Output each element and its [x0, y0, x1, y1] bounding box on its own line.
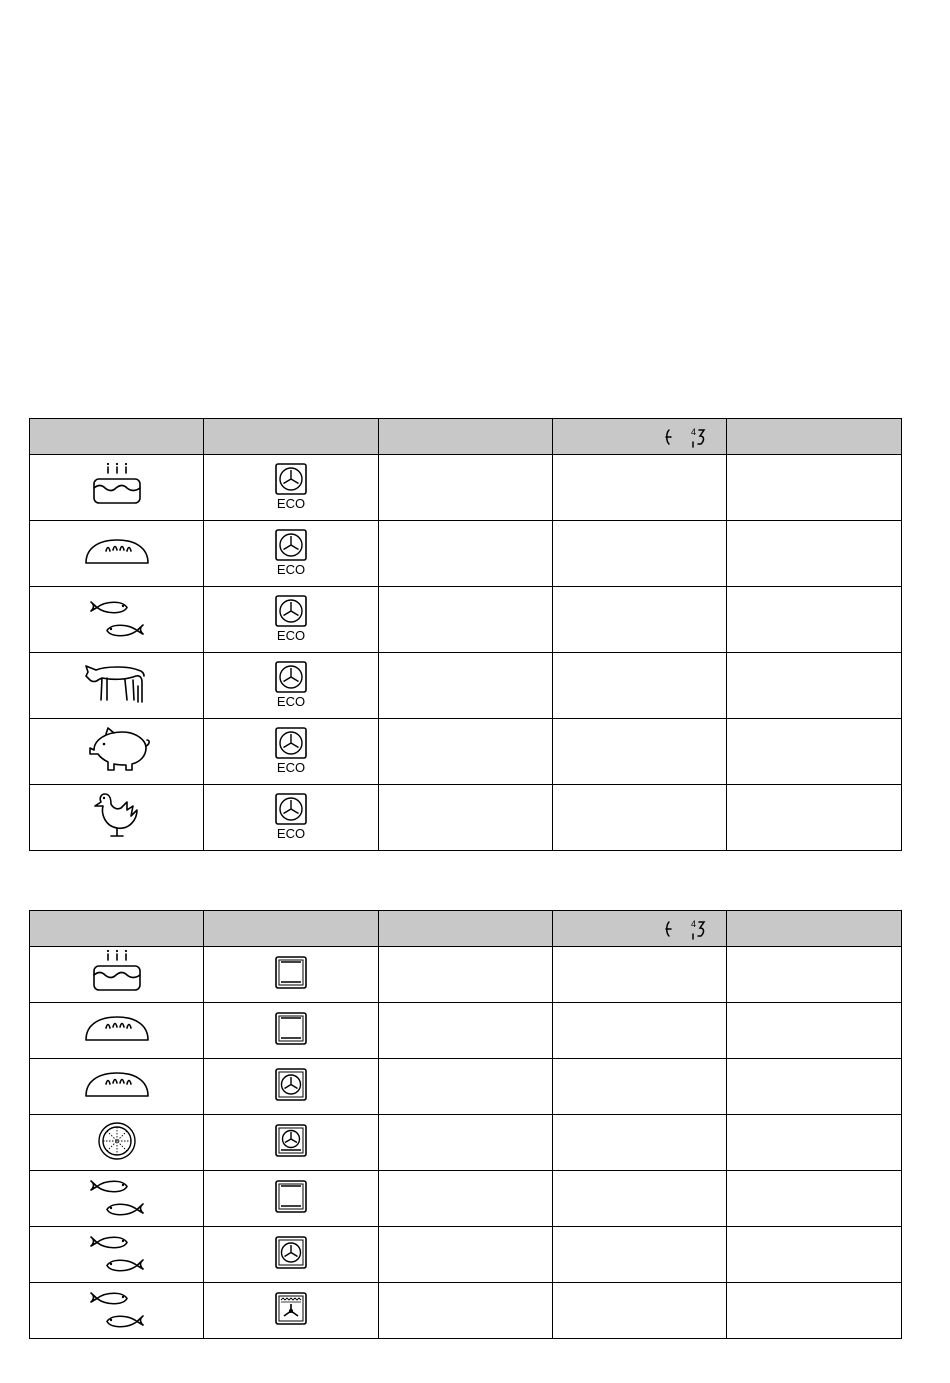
svg-text:4: 4 [690, 919, 696, 929]
table-cell [30, 719, 204, 785]
header-cell [379, 911, 553, 947]
table-cell [727, 1003, 902, 1059]
cake-icon [85, 948, 149, 998]
table-cell [379, 719, 553, 785]
svg-text:4: 4 [690, 427, 696, 437]
table-row [30, 455, 902, 521]
table-cell [553, 1059, 727, 1115]
table-cell [727, 455, 902, 521]
table-cell [204, 1003, 379, 1059]
table-cell [553, 785, 727, 851]
table-cell [727, 653, 902, 719]
table-cell [204, 1227, 379, 1283]
table-cell [204, 587, 379, 653]
table-cell [204, 719, 379, 785]
header-cell [30, 911, 204, 947]
beef-icon [82, 662, 152, 706]
table-cell [727, 947, 902, 1003]
timer-icon [663, 426, 709, 451]
fan-eco-icon [273, 594, 309, 642]
conventional-icon [274, 1179, 308, 1215]
fan-eco-icon [273, 726, 309, 774]
poultry-icon [87, 790, 147, 842]
fan-eco-icon [273, 792, 309, 840]
table-cell [30, 1003, 204, 1059]
header-cell [553, 419, 727, 455]
table-cell [379, 455, 553, 521]
table-cell [379, 785, 553, 851]
fan-icon [274, 1235, 308, 1271]
svg-text:ECO: ECO [276, 628, 306, 642]
table-cell [204, 1059, 379, 1115]
fish-icon [87, 1287, 147, 1331]
table-cell [727, 1059, 902, 1115]
table-cell [30, 455, 204, 521]
table-cell [30, 521, 204, 587]
table-header-row [30, 419, 902, 455]
fish-icon [87, 1175, 147, 1219]
table-row [30, 1003, 902, 1059]
table-cell [553, 1283, 727, 1339]
table-cell [379, 587, 553, 653]
table-cell [204, 521, 379, 587]
bread-icon [82, 1012, 152, 1046]
table-cell [30, 947, 204, 1003]
table-cell [727, 587, 902, 653]
standard-cooking-table [29, 910, 902, 1339]
table-cell [30, 1283, 204, 1339]
pork-icon [82, 726, 152, 774]
conventional-icon [274, 955, 308, 991]
table-cell [553, 455, 727, 521]
conventional-icon [274, 1011, 308, 1047]
table-row [30, 587, 902, 653]
table-row [30, 521, 902, 587]
table-cell [727, 521, 902, 587]
header-cell [204, 419, 379, 455]
table-cell [379, 947, 553, 1003]
table-row [30, 1283, 902, 1339]
fan-icon [274, 1067, 308, 1103]
table-cell [727, 1227, 902, 1283]
fan-eco-icon [273, 660, 309, 708]
svg-text:ECO: ECO [276, 694, 306, 708]
table-cell [204, 653, 379, 719]
header-cell [379, 419, 553, 455]
table-row [30, 653, 902, 719]
table-cell [553, 521, 727, 587]
table-cell [727, 785, 902, 851]
table-cell [727, 719, 902, 785]
table-row [30, 947, 902, 1003]
table-cell [204, 785, 379, 851]
fish-icon [87, 1231, 147, 1275]
table-cell [379, 1003, 553, 1059]
table-cell [204, 1171, 379, 1227]
table-header-row [30, 911, 902, 947]
table-cell [727, 1171, 902, 1227]
fish-icon [87, 596, 147, 640]
table-cell [30, 1171, 204, 1227]
table-row [30, 719, 902, 785]
table-cell [204, 1283, 379, 1339]
table-cell [379, 1059, 553, 1115]
fan-grill-icon [274, 1291, 308, 1327]
table-cell [204, 1115, 379, 1171]
table-row [30, 785, 902, 851]
table-cell [30, 1059, 204, 1115]
table-cell [379, 1227, 553, 1283]
table-cell [553, 653, 727, 719]
table-cell [379, 1171, 553, 1227]
header-cell [727, 419, 902, 455]
table-row [30, 1227, 902, 1283]
table-cell [30, 1115, 204, 1171]
cake-icon [85, 461, 149, 511]
table-cell [553, 1115, 727, 1171]
fan-bottom-heat-icon [274, 1123, 308, 1159]
table-cell [30, 587, 204, 653]
header-cell [30, 419, 204, 455]
table-cell [30, 653, 204, 719]
pizza-icon [95, 1119, 139, 1163]
table-cell [30, 785, 204, 851]
table-cell [204, 947, 379, 1003]
table-cell [553, 1171, 727, 1227]
timer-icon [663, 918, 709, 943]
table-cell [379, 521, 553, 587]
table-cell [727, 1115, 902, 1171]
eco-cooking-table [29, 418, 902, 851]
bread-icon [82, 535, 152, 569]
svg-text:ECO: ECO [276, 496, 306, 510]
table-cell [30, 1227, 204, 1283]
header-cell [727, 911, 902, 947]
table-cell [379, 1283, 553, 1339]
table-cell [379, 653, 553, 719]
header-cell [553, 911, 727, 947]
bread-icon [82, 1068, 152, 1102]
svg-text:ECO: ECO [276, 562, 306, 576]
fan-eco-icon [273, 462, 309, 510]
table-row [30, 1059, 902, 1115]
svg-text:ECO: ECO [276, 826, 306, 840]
table-cell [553, 587, 727, 653]
table-cell [553, 947, 727, 1003]
table-cell [727, 1283, 902, 1339]
fan-eco-icon [273, 528, 309, 576]
header-cell [204, 911, 379, 947]
table-cell [553, 1227, 727, 1283]
table-cell [379, 1115, 553, 1171]
table-cell [553, 1003, 727, 1059]
table-cell [553, 719, 727, 785]
table-row [30, 1115, 902, 1171]
table-row [30, 1171, 902, 1227]
svg-text:ECO: ECO [276, 760, 306, 774]
table-cell [204, 455, 379, 521]
